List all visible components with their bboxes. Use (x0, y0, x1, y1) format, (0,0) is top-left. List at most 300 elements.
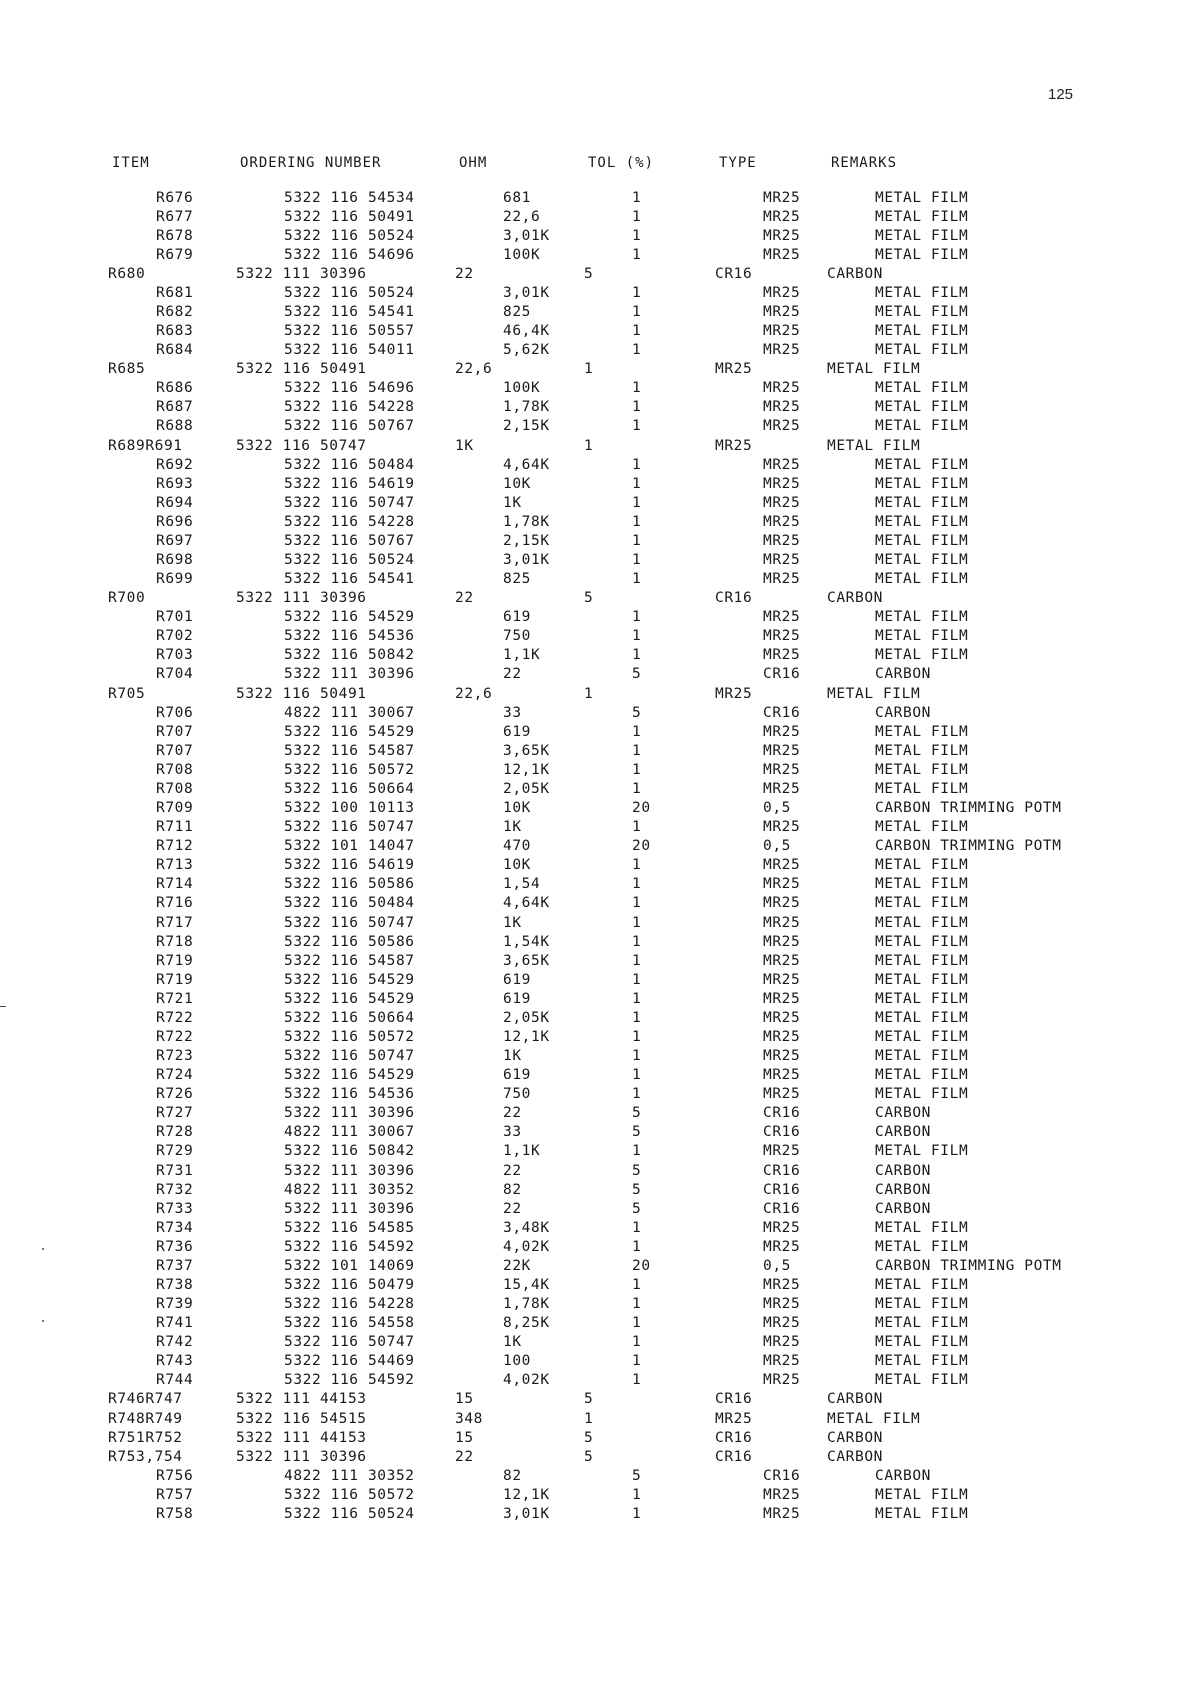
cell-type: CR16 (715, 1429, 753, 1446)
cell-type: MR25 (763, 933, 801, 950)
cell-tolerance: 1 (632, 628, 642, 645)
cell-item: R707 (156, 742, 194, 759)
cell-tolerance: 1 (632, 780, 642, 797)
cell-type: MR25 (763, 819, 801, 836)
cell-item: R700 (108, 590, 146, 607)
cell-ordering-number: 4822 111 30352 (284, 1467, 415, 1484)
cell-type: MR25 (763, 1505, 801, 1522)
cell-remarks: CARBON (875, 1124, 931, 1141)
cell-remarks: METAL FILM (875, 1219, 969, 1236)
cell-remarks: CARBON (875, 1200, 931, 1217)
cell-item: R694 (156, 494, 194, 511)
cell-item: R699 (156, 571, 194, 588)
cell-type: 0,5 (763, 1257, 791, 1274)
cell-type: MR25 (763, 399, 801, 416)
cell-ohm: 1,1K (503, 647, 541, 664)
cell-type: CR16 (763, 1162, 801, 1179)
cell-tolerance: 1 (632, 1276, 642, 1293)
table-row (108, 264, 1125, 283)
cell-type: MR25 (763, 742, 801, 759)
cell-type: MR25 (763, 1009, 801, 1026)
cell-ohm: 2,15K (503, 418, 550, 435)
cell-ordering-number: 5322 116 50586 (284, 933, 415, 950)
cell-type: MR25 (763, 208, 801, 225)
cell-type: MR25 (763, 1372, 801, 1389)
cell-tolerance: 20 (632, 800, 651, 817)
cell-ordering-number: 5322 116 50747 (284, 1334, 415, 1351)
cell-item: R717 (156, 914, 194, 931)
cell-type: MR25 (763, 723, 801, 740)
cell-ordering-number: 5322 116 54558 (284, 1315, 415, 1332)
table-row (108, 1085, 1125, 1104)
cell-tolerance: 1 (632, 323, 642, 340)
cell-tolerance: 1 (632, 380, 642, 397)
cell-tolerance: 1 (584, 685, 594, 702)
cell-type: MR25 (763, 628, 801, 645)
cell-item: R737 (156, 1257, 194, 1274)
cell-remarks: METAL FILM (875, 456, 969, 473)
table-row (108, 913, 1125, 932)
cell-ohm: 4,02K (503, 1238, 550, 1255)
table-row (108, 417, 1125, 436)
cell-ordering-number: 5322 116 50767 (284, 532, 415, 549)
cell-item: R712 (156, 838, 194, 855)
cell-tolerance: 1 (632, 742, 642, 759)
cell-type: MR25 (763, 609, 801, 626)
cell-type: CR16 (715, 590, 753, 607)
table-row (108, 1199, 1125, 1218)
cell-tolerance: 5 (632, 1162, 642, 1179)
cell-tolerance: 1 (632, 876, 642, 893)
cell-type: MR25 (763, 647, 801, 664)
cell-type: MR25 (715, 437, 753, 454)
cell-item: R698 (156, 552, 194, 569)
cell-type: MR25 (763, 304, 801, 320)
cell-remarks: METAL FILM (875, 952, 969, 969)
page-number: 125 (1048, 86, 1074, 103)
parts-table (108, 153, 1125, 1523)
scan-mark (0, 1006, 6, 1007)
cell-ohm: 22,6 (455, 361, 493, 378)
cell-ohm: 5,62K (503, 342, 550, 359)
cell-remarks: CARBON (827, 590, 883, 607)
cell-tolerance: 1 (632, 552, 642, 569)
cell-ordering-number: 5322 111 30396 (284, 1200, 415, 1217)
cell-ordering-number: 5322 116 50557 (284, 323, 415, 340)
cell-type: CR16 (763, 1200, 801, 1217)
table-row (108, 1275, 1125, 1294)
table-row (108, 837, 1125, 856)
cell-type: CR16 (763, 1467, 801, 1484)
table-row (108, 455, 1125, 474)
table-row (108, 302, 1125, 321)
cell-ohm: 1K (503, 1334, 522, 1351)
table-row (108, 226, 1125, 245)
cell-tolerance: 5 (632, 666, 642, 683)
cell-ohm: 1K (503, 819, 522, 836)
cell-remarks: METAL FILM (875, 1028, 969, 1045)
cell-tolerance: 1 (632, 1505, 642, 1522)
cell-ordering-number: 5322 116 50572 (284, 1486, 415, 1503)
cell-ordering-number: 5322 116 50747 (284, 819, 415, 836)
table-header (108, 153, 1125, 173)
table-row (108, 245, 1125, 264)
cell-type: 0,5 (763, 838, 791, 855)
cell-ordering-number: 5322 111 30396 (284, 1162, 415, 1179)
cell-item: R685 (108, 361, 146, 378)
cell-ordering-number: 5322 116 50524 (284, 552, 415, 569)
cell-item: R692 (156, 456, 194, 473)
cell-type: MR25 (763, 895, 801, 912)
cell-tolerance: 5 (632, 704, 642, 721)
cell-tolerance: 1 (584, 361, 594, 378)
table-row (108, 1409, 1125, 1428)
cell-remarks: METAL FILM (875, 189, 969, 206)
cell-item: R688 (156, 418, 194, 435)
cell-type: CR16 (763, 1105, 801, 1122)
table-row (108, 951, 1125, 970)
table-row (108, 474, 1125, 493)
cell-type: MR25 (763, 1143, 801, 1160)
cell-tolerance: 1 (632, 418, 642, 435)
cell-item: R680 (108, 265, 146, 282)
cell-ordering-number: 5322 116 50767 (284, 418, 415, 435)
cell-ordering-number: 5322 116 50586 (284, 876, 415, 893)
table-row (108, 1027, 1125, 1046)
cell-ordering-number: 5322 116 50747 (284, 914, 415, 931)
cell-item: R723 (156, 1048, 194, 1065)
cell-ordering-number: 5322 116 54529 (284, 609, 415, 626)
cell-tolerance: 5 (584, 590, 594, 607)
cell-ohm: 12,1K (503, 1028, 550, 1045)
cell-item: R693 (156, 475, 194, 492)
cell-item: R687 (156, 399, 194, 416)
cell-tolerance: 1 (632, 723, 642, 740)
cell-ordering-number: 5322 116 54696 (284, 246, 415, 263)
cell-ohm: 4,64K (503, 456, 550, 473)
cell-type: CR16 (763, 1124, 801, 1141)
cell-tolerance: 1 (632, 1028, 642, 1045)
cell-tolerance: 1 (632, 1143, 642, 1160)
cell-ohm: 22 (503, 666, 522, 683)
cell-type: MR25 (715, 1410, 753, 1427)
cell-type: MR25 (763, 380, 801, 397)
cell-ordering-number: 5322 100 10113 (284, 800, 415, 817)
cell-item: R718 (156, 933, 194, 950)
cell-ohm: 10K (503, 800, 531, 817)
cell-type: MR25 (763, 284, 801, 301)
table-row (108, 550, 1125, 569)
table-row (108, 741, 1125, 760)
cell-item: R729 (156, 1143, 194, 1160)
cell-ordering-number: 5322 116 54587 (284, 742, 415, 759)
cell-tolerance: 1 (632, 456, 642, 473)
cell-tolerance: 5 (584, 265, 594, 282)
cell-tolerance: 1 (632, 227, 642, 244)
header-item: ITEM (112, 155, 150, 171)
cell-ohm: 4,02K (503, 1372, 550, 1389)
cell-tolerance: 1 (632, 304, 642, 320)
cell-ohm: 348 (455, 1410, 483, 1427)
header-ordering-number: ORDERING NUMBER (240, 155, 382, 171)
cell-remarks: CARBON (875, 1467, 931, 1484)
table-row (108, 398, 1125, 417)
cell-remarks: METAL FILM (875, 475, 969, 492)
table-row (108, 1352, 1125, 1371)
cell-remarks: METAL FILM (875, 723, 969, 740)
table-row (108, 1256, 1125, 1275)
cell-remarks: METAL FILM (875, 876, 969, 893)
cell-tolerance: 1 (632, 1238, 642, 1255)
table-row (108, 589, 1125, 608)
cell-ohm: 10K (503, 857, 531, 874)
cell-tolerance: 1 (632, 571, 642, 588)
table-row (108, 608, 1125, 627)
cell-tolerance: 1 (632, 1009, 642, 1026)
table-row (108, 875, 1125, 894)
table-row (108, 188, 1125, 207)
cell-ordering-number: 5322 116 54696 (284, 380, 415, 397)
cell-remarks: METAL FILM (875, 971, 969, 988)
cell-ohm: 3,65K (503, 742, 550, 759)
cell-tolerance: 1 (632, 1486, 642, 1503)
cell-tolerance: 1 (632, 1086, 642, 1103)
cell-type: MR25 (763, 990, 801, 1007)
cell-ohm: 10K (503, 475, 531, 492)
cell-item: R708 (156, 761, 194, 778)
cell-remarks: METAL FILM (875, 380, 969, 397)
cell-type: MR25 (763, 1048, 801, 1065)
cell-ordering-number: 5322 111 30396 (284, 666, 415, 683)
cell-ohm: 4,64K (503, 895, 550, 912)
cell-ohm: 1,78K (503, 399, 550, 416)
cell-ohm: 1,54K (503, 933, 550, 950)
table-row (108, 207, 1125, 226)
cell-remarks: CARBON (875, 704, 931, 721)
cell-tolerance: 1 (632, 1048, 642, 1065)
table-row (108, 932, 1125, 951)
cell-type: MR25 (763, 1486, 801, 1503)
table-row (108, 1161, 1125, 1180)
cell-ohm: 619 (503, 1067, 531, 1084)
cell-type: MR25 (763, 246, 801, 263)
cell-tolerance: 1 (632, 1296, 642, 1313)
cell-ohm: 1K (503, 494, 522, 511)
table-row (108, 360, 1125, 379)
cell-item: R738 (156, 1276, 194, 1293)
cell-ordering-number: 5322 116 54587 (284, 952, 415, 969)
cell-item: R702 (156, 628, 194, 645)
cell-item: R722 (156, 1028, 194, 1045)
cell-type: MR25 (763, 1219, 801, 1236)
cell-remarks: METAL FILM (875, 780, 969, 797)
table-row (108, 1142, 1125, 1161)
table-row (108, 1123, 1125, 1142)
cell-remarks: CARBON (827, 265, 883, 282)
table-row (108, 1295, 1125, 1314)
cell-item: R677 (156, 208, 194, 225)
cell-ordering-number: 5322 111 30396 (236, 1448, 367, 1465)
cell-remarks: METAL FILM (875, 1296, 969, 1313)
cell-remarks: METAL FILM (875, 1353, 969, 1370)
cell-remarks: CARBON TRIMMING POTM (875, 838, 1062, 855)
cell-tolerance: 1 (584, 437, 594, 454)
cell-remarks: METAL FILM (875, 418, 969, 435)
cell-type: CR16 (715, 1448, 753, 1465)
cell-tolerance: 1 (632, 246, 642, 263)
cell-ordering-number: 5322 116 54585 (284, 1219, 415, 1236)
cell-ohm: 3,01K (503, 227, 550, 244)
cell-ohm: 619 (503, 609, 531, 626)
cell-remarks: METAL FILM (875, 1372, 969, 1389)
cell-item: R721 (156, 990, 194, 1007)
cell-tolerance: 1 (632, 819, 642, 836)
scan-mark (42, 1320, 44, 1322)
cell-ohm: 22,6 (503, 208, 541, 225)
table-row (108, 627, 1125, 646)
cell-item: R736 (156, 1238, 194, 1255)
cell-ordering-number: 5322 116 54228 (284, 399, 415, 416)
cell-ohm: 33 (503, 704, 522, 721)
cell-ohm: 681 (503, 189, 531, 206)
cell-item: R727 (156, 1105, 194, 1122)
cell-tolerance: 1 (632, 895, 642, 912)
cell-ordering-number: 5322 116 50747 (236, 437, 367, 454)
cell-ordering-number: 5322 116 54469 (284, 1353, 415, 1370)
cell-ordering-number: 5322 116 54536 (284, 1086, 415, 1103)
cell-ordering-number: 5322 111 30396 (284, 1105, 415, 1122)
cell-tolerance: 1 (632, 952, 642, 969)
cell-ohm: 3,65K (503, 952, 550, 969)
cell-ordering-number: 5322 111 30396 (236, 265, 367, 282)
cell-type: MR25 (763, 1315, 801, 1332)
cell-ordering-number: 5322 116 54541 (284, 304, 415, 320)
table-row (108, 512, 1125, 531)
cell-ordering-number: 5322 116 50842 (284, 1143, 415, 1160)
cell-tolerance: 1 (632, 647, 642, 664)
cell-remarks: METAL FILM (875, 552, 969, 569)
cell-ordering-number: 5322 116 50484 (284, 456, 415, 473)
cell-tolerance: 1 (584, 1410, 594, 1427)
header-tolerance: TOL (%) (588, 155, 655, 171)
cell-type: MR25 (763, 914, 801, 931)
cell-tolerance: 1 (632, 1315, 642, 1332)
cell-tolerance: 1 (632, 342, 642, 359)
cell-ordering-number: 5322 116 50491 (284, 208, 415, 225)
cell-type: MR25 (763, 227, 801, 244)
cell-ohm: 22 (455, 265, 474, 282)
cell-item: R684 (156, 342, 194, 359)
header-remarks: REMARKS (831, 155, 898, 171)
cell-type: CR16 (715, 265, 753, 282)
cell-remarks: CARBON (875, 1181, 931, 1198)
cell-type: CR16 (763, 666, 801, 683)
cell-type: MR25 (763, 342, 801, 359)
cell-ohm: 100K (503, 380, 541, 397)
cell-tolerance: 1 (632, 475, 642, 492)
cell-item: R707 (156, 723, 194, 740)
cell-tolerance: 5 (632, 1181, 642, 1198)
cell-type: MR25 (763, 532, 801, 549)
cell-remarks: CARBON (827, 1429, 883, 1446)
cell-remarks: METAL FILM (875, 304, 969, 320)
cell-item: R719 (156, 971, 194, 988)
cell-ohm: 1,78K (503, 1296, 550, 1313)
cell-item: R741 (156, 1315, 194, 1332)
cell-item: R757 (156, 1486, 194, 1503)
cell-ordering-number: 5322 116 54619 (284, 857, 415, 874)
cell-tolerance: 1 (632, 990, 642, 1007)
cell-ordering-number: 5322 116 50572 (284, 1028, 415, 1045)
cell-remarks: METAL FILM (875, 761, 969, 778)
cell-remarks: METAL FILM (875, 1048, 969, 1065)
cell-remarks: CARBON (875, 666, 931, 683)
cell-remarks: METAL FILM (875, 1238, 969, 1255)
cell-remarks: METAL FILM (875, 857, 969, 874)
cell-remarks: METAL FILM (827, 1410, 921, 1427)
cell-type: MR25 (763, 418, 801, 435)
cell-ordering-number: 5322 116 54529 (284, 723, 415, 740)
cell-remarks: METAL FILM (875, 1334, 969, 1351)
cell-ohm: 22,6 (455, 685, 493, 702)
cell-ordering-number: 5322 116 54534 (284, 189, 415, 206)
cell-ohm: 619 (503, 971, 531, 988)
cell-tolerance: 20 (632, 1257, 651, 1274)
cell-ohm: 46,4K (503, 323, 550, 340)
cell-ohm: 22 (455, 590, 474, 607)
table-row (108, 1047, 1125, 1066)
header-ohm: OHM (459, 155, 488, 171)
cell-item: R705 (108, 685, 146, 702)
cell-tolerance: 1 (632, 1334, 642, 1351)
cell-ohm: 1K (455, 437, 474, 454)
cell-ordering-number: 5322 116 54515 (236, 1410, 367, 1427)
cell-ohm: 619 (503, 990, 531, 1007)
cell-item: R679 (156, 246, 194, 263)
cell-item: R751R752 (108, 1429, 183, 1446)
cell-remarks: METAL FILM (875, 647, 969, 664)
cell-item: R753,754 (108, 1448, 183, 1465)
table-row (108, 1390, 1125, 1409)
cell-tolerance: 1 (632, 494, 642, 511)
cell-item: R728 (156, 1124, 194, 1141)
cell-ohm: 22 (503, 1162, 522, 1179)
cell-type: MR25 (763, 189, 801, 206)
scan-mark (42, 1248, 44, 1250)
cell-remarks: METAL FILM (875, 513, 969, 530)
table-row (108, 779, 1125, 798)
cell-remarks: METAL FILM (875, 628, 969, 645)
cell-ohm: 22 (455, 1448, 474, 1465)
cell-ordering-number: 5322 101 14047 (284, 838, 415, 855)
cell-remarks: METAL FILM (875, 1143, 969, 1160)
cell-item: R722 (156, 1009, 194, 1026)
cell-ordering-number: 5322 111 44153 (236, 1429, 367, 1446)
cell-type: 0,5 (763, 800, 791, 817)
cell-ordering-number: 5322 116 50491 (236, 361, 367, 378)
cell-type: MR25 (715, 361, 753, 378)
cell-tolerance: 1 (632, 1372, 642, 1389)
cell-tolerance: 1 (632, 513, 642, 530)
cell-tolerance: 1 (632, 532, 642, 549)
table-row (108, 684, 1125, 703)
cell-type: CR16 (763, 704, 801, 721)
cell-item: R683 (156, 323, 194, 340)
table-row (108, 1180, 1125, 1199)
cell-remarks: METAL FILM (875, 323, 969, 340)
cell-remarks: METAL FILM (875, 933, 969, 950)
cell-tolerance: 1 (632, 399, 642, 416)
